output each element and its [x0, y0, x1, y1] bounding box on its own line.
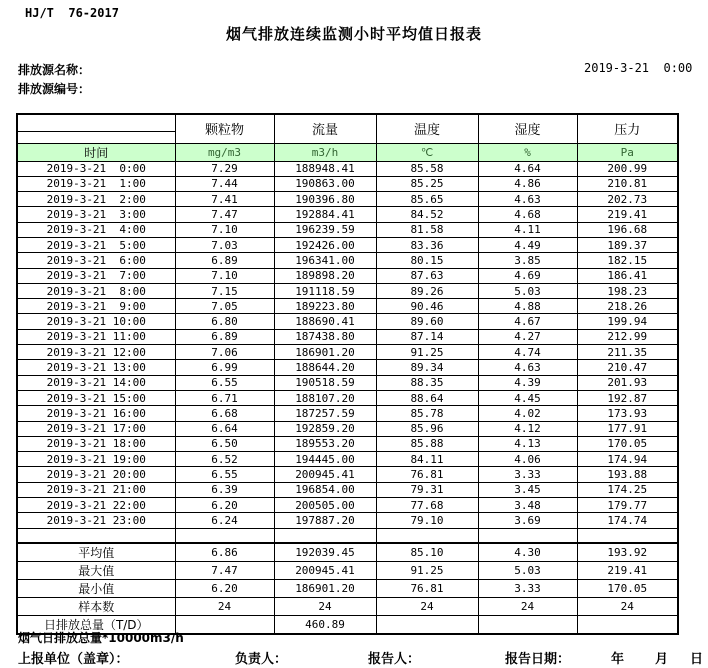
- summary-value-cell: 24: [478, 598, 577, 616]
- time-cell: 2019-3-21 10:00: [17, 314, 175, 329]
- value-cell: 85.65: [376, 192, 478, 207]
- value-cell: 190518.59: [274, 375, 376, 390]
- summary-value-cell: 24: [274, 598, 376, 616]
- summary-row: [17, 580, 678, 598]
- summary-value-cell: 6.86: [175, 543, 274, 562]
- summary-value-cell: 200945.41: [274, 562, 376, 580]
- value-cell: 4.86: [478, 176, 577, 191]
- value-cell: 76.81: [376, 467, 478, 482]
- summary-rows: [17, 543, 678, 634]
- value-cell: 187438.80: [274, 329, 376, 344]
- summary-label-cell: 日排放总量（T/D）: [17, 616, 175, 635]
- value-cell: 199.94: [577, 314, 678, 329]
- year-label: 年: [611, 652, 625, 667]
- source-name-label: 排放源名称：: [18, 63, 91, 77]
- summary-value-cell: 85.10: [376, 543, 478, 562]
- value-cell: 197887.20: [274, 513, 376, 528]
- value-cell: 6.50: [175, 436, 274, 451]
- value-cell: 192.87: [577, 390, 678, 405]
- value-cell: 198.23: [577, 283, 678, 298]
- value-cell: 174.94: [577, 452, 678, 467]
- table-row: [17, 207, 678, 222]
- value-cell: 85.25: [376, 176, 478, 191]
- col-header-particulate: 颗粒物: [175, 114, 274, 143]
- value-cell: 189.37: [577, 237, 678, 252]
- table-row: [17, 360, 678, 375]
- value-cell: 4.68: [478, 207, 577, 222]
- value-cell: 3.85: [478, 253, 577, 268]
- value-cell: 7.05: [175, 299, 274, 314]
- value-cell: 85.88: [376, 436, 478, 451]
- value-cell: 6.71: [175, 390, 274, 405]
- value-cell: 84.11: [376, 452, 478, 467]
- source-id-label: 排放源编号：: [18, 82, 91, 96]
- value-cell: 6.55: [175, 467, 274, 482]
- value-cell: 196341.00: [274, 253, 376, 268]
- value-cell: 192426.00: [274, 237, 376, 252]
- summary-value-cell: [478, 616, 577, 635]
- summary-row: [17, 543, 678, 562]
- value-cell: 182.15: [577, 253, 678, 268]
- unit-flow: m3/h: [274, 143, 376, 161]
- table-row: [17, 452, 678, 467]
- summary-value-cell: [175, 616, 274, 635]
- table-row: [17, 482, 678, 497]
- table-row: [17, 222, 678, 237]
- value-cell: 190396.80: [274, 192, 376, 207]
- time-cell: 2019-3-21 11:00: [17, 329, 175, 344]
- time-cell: 2019-3-21 7:00: [17, 268, 175, 283]
- value-cell: 202.73: [577, 192, 678, 207]
- value-cell: 6.68: [175, 406, 274, 421]
- value-cell: 7.15: [175, 283, 274, 298]
- time-cell: 2019-3-21 22:00: [17, 498, 175, 513]
- value-cell: 186.41: [577, 268, 678, 283]
- value-cell: 192859.20: [274, 421, 376, 436]
- value-cell: 196239.59: [274, 222, 376, 237]
- summary-value-cell: 6.20: [175, 580, 274, 598]
- summary-value-cell: [376, 616, 478, 635]
- summary-row: [17, 562, 678, 580]
- value-cell: 193.88: [577, 467, 678, 482]
- value-cell: 7.29: [175, 161, 274, 176]
- time-cell: 2019-3-21 8:00: [17, 283, 175, 298]
- table-row: [17, 176, 678, 191]
- value-cell: 89.34: [376, 360, 478, 375]
- value-cell: 200945.41: [274, 467, 376, 482]
- value-cell: 211.35: [577, 345, 678, 360]
- report-datetime: 2019-3-21 0:00: [584, 61, 693, 75]
- time-cell: 2019-3-21 14:00: [17, 375, 175, 390]
- spacer-row: [17, 528, 678, 543]
- value-cell: 91.25: [376, 345, 478, 360]
- value-cell: 85.78: [376, 406, 478, 421]
- summary-value-cell: 5.03: [478, 562, 577, 580]
- summary-label-cell: 平均值: [17, 543, 175, 562]
- value-cell: 6.80: [175, 314, 274, 329]
- value-cell: 6.89: [175, 253, 274, 268]
- value-cell: 7.10: [175, 222, 274, 237]
- value-cell: 4.39: [478, 375, 577, 390]
- time-cell: 2019-3-21 12:00: [17, 345, 175, 360]
- value-cell: 194445.00: [274, 452, 376, 467]
- value-cell: 89.26: [376, 283, 478, 298]
- value-cell: 4.63: [478, 360, 577, 375]
- unit-pressure: Pa: [577, 143, 678, 161]
- value-cell: 4.45: [478, 390, 577, 405]
- value-cell: 4.74: [478, 345, 577, 360]
- time-cell: 2019-3-21 4:00: [17, 222, 175, 237]
- time-cell: 2019-3-21 3:00: [17, 207, 175, 222]
- value-cell: 4.88: [478, 299, 577, 314]
- summary-value-cell: 3.33: [478, 580, 577, 598]
- value-cell: 77.68: [376, 498, 478, 513]
- value-cell: 79.31: [376, 482, 478, 497]
- page-title: 烟气排放连续监测小时平均值日报表: [225, 25, 482, 43]
- value-cell: 90.46: [376, 299, 478, 314]
- value-cell: 88.35: [376, 375, 478, 390]
- value-cell: 200.99: [577, 161, 678, 176]
- time-cell: 2019-3-21 17:00: [17, 421, 175, 436]
- value-cell: 7.06: [175, 345, 274, 360]
- value-cell: 7.03: [175, 237, 274, 252]
- value-cell: 219.41: [577, 207, 678, 222]
- value-cell: 212.99: [577, 329, 678, 344]
- day-label: 日: [690, 652, 704, 667]
- value-cell: 4.11: [478, 222, 577, 237]
- summary-label-cell: 最小值: [17, 580, 175, 598]
- unit-particulate: mg/m3: [175, 143, 274, 161]
- time-cell: 2019-3-21 21:00: [17, 482, 175, 497]
- summary-value-cell: 24: [577, 598, 678, 616]
- table-row: [17, 237, 678, 252]
- unit-humidity: %: [478, 143, 577, 161]
- value-cell: 87.63: [376, 268, 478, 283]
- value-cell: 4.67: [478, 314, 577, 329]
- value-cell: 3.48: [478, 498, 577, 513]
- summary-value-cell: [577, 616, 678, 635]
- value-cell: 6.39: [175, 482, 274, 497]
- summary-row: [17, 598, 678, 616]
- value-cell: 186901.20: [274, 345, 376, 360]
- value-cell: 89.60: [376, 314, 478, 329]
- summary-label-cell: 样本数: [17, 598, 175, 616]
- summary-value-cell: 7.47: [175, 562, 274, 580]
- table-row: [17, 253, 678, 268]
- summary-label-cell: 最大值: [17, 562, 175, 580]
- value-cell: 3.33: [478, 467, 577, 482]
- value-cell: 7.47: [175, 207, 274, 222]
- reporter-label: 报告人：: [368, 652, 421, 667]
- time-cell: 2019-3-21 16:00: [17, 406, 175, 421]
- value-cell: 218.26: [577, 299, 678, 314]
- summary-value-cell: 76.81: [376, 580, 478, 598]
- value-cell: 196854.00: [274, 482, 376, 497]
- value-cell: 6.20: [175, 498, 274, 513]
- time-cell: 2019-3-21 13:00: [17, 360, 175, 375]
- value-cell: 189898.20: [274, 268, 376, 283]
- col-header-temperature: 温度: [376, 114, 478, 143]
- value-cell: 4.64: [478, 161, 577, 176]
- value-cell: 85.96: [376, 421, 478, 436]
- value-cell: 85.58: [376, 161, 478, 176]
- value-cell: 5.03: [478, 283, 577, 298]
- value-cell: 191118.59: [274, 283, 376, 298]
- table-row: [17, 375, 678, 390]
- value-cell: 4.49: [478, 237, 577, 252]
- standard-code: HJ/T 76-2017: [25, 6, 119, 20]
- value-cell: 174.25: [577, 482, 678, 497]
- value-cell: 201.93: [577, 375, 678, 390]
- value-cell: 3.69: [478, 513, 577, 528]
- total-emission-note: 烟气日排放总量*10000m3/h: [18, 631, 184, 645]
- table-row: [17, 268, 678, 283]
- time-cell: 2019-3-21 15:00: [17, 390, 175, 405]
- value-cell: 189223.80: [274, 299, 376, 314]
- value-cell: 4.13: [478, 436, 577, 451]
- col-header-humidity: 湿度: [478, 114, 577, 143]
- report-table-wrapper: [16, 113, 679, 635]
- value-cell: 179.77: [577, 498, 678, 513]
- value-cell: 6.24: [175, 513, 274, 528]
- table-row: [17, 345, 678, 360]
- value-cell: 177.91: [577, 421, 678, 436]
- table-row: [17, 192, 678, 207]
- header-empty-cell-top: [17, 114, 175, 131]
- report-date-label: 报告日期：: [505, 652, 571, 667]
- table-row: [17, 498, 678, 513]
- value-cell: 7.10: [175, 268, 274, 283]
- summary-value-cell: 219.41: [577, 562, 678, 580]
- value-cell: 190863.00: [274, 176, 376, 191]
- summary-value-cell: 170.05: [577, 580, 678, 598]
- units-row: [17, 143, 678, 161]
- summary-value-cell: 24: [175, 598, 274, 616]
- time-cell: 2019-3-21 5:00: [17, 237, 175, 252]
- table-row: [17, 161, 678, 176]
- time-cell: 2019-3-21 6:00: [17, 253, 175, 268]
- time-cell: 2019-3-21 0:00: [17, 161, 175, 176]
- value-cell: 210.47: [577, 360, 678, 375]
- table-row: [17, 299, 678, 314]
- value-cell: 84.52: [376, 207, 478, 222]
- table-row: [17, 314, 678, 329]
- table-row: [17, 513, 678, 528]
- value-cell: 6.52: [175, 452, 274, 467]
- summary-value-cell: 193.92: [577, 543, 678, 562]
- value-cell: 7.44: [175, 176, 274, 191]
- time-cell: 2019-3-21 19:00: [17, 452, 175, 467]
- table-row: [17, 329, 678, 344]
- value-cell: 4.06: [478, 452, 577, 467]
- table-row: [17, 283, 678, 298]
- value-cell: 4.69: [478, 268, 577, 283]
- header-empty-cell-bottom: [17, 131, 175, 143]
- summary-value-cell: 460.89: [274, 616, 376, 635]
- table-row: [17, 436, 678, 451]
- col-header-pressure: 压力: [577, 114, 678, 143]
- summary-value-cell: 4.30: [478, 543, 577, 562]
- month-label: 月: [655, 652, 669, 667]
- value-cell: 210.81: [577, 176, 678, 191]
- header-section: [17, 114, 678, 161]
- time-cell: 2019-3-21 9:00: [17, 299, 175, 314]
- value-cell: 80.15: [376, 253, 478, 268]
- value-cell: 173.93: [577, 406, 678, 421]
- value-cell: 81.58: [376, 222, 478, 237]
- value-cell: 174.74: [577, 513, 678, 528]
- value-cell: 88.64: [376, 390, 478, 405]
- spacer-section: [17, 528, 678, 543]
- value-cell: 196.68: [577, 222, 678, 237]
- value-cell: 87.14: [376, 329, 478, 344]
- table-row: [17, 406, 678, 421]
- time-cell: 2019-3-21 2:00: [17, 192, 175, 207]
- value-cell: 170.05: [577, 436, 678, 451]
- report-table: [16, 113, 679, 635]
- value-cell: 4.63: [478, 192, 577, 207]
- value-cell: 6.64: [175, 421, 274, 436]
- time-cell: 2019-3-21 18:00: [17, 436, 175, 451]
- responsible-person-label: 负责人：: [235, 652, 288, 667]
- value-cell: 6.89: [175, 329, 274, 344]
- summary-value-cell: 192039.45: [274, 543, 376, 562]
- value-cell: 192884.41: [274, 207, 376, 222]
- value-cell: 4.27: [478, 329, 577, 344]
- value-cell: 6.55: [175, 375, 274, 390]
- value-cell: 7.41: [175, 192, 274, 207]
- unit-temperature: ℃: [376, 143, 478, 161]
- value-cell: 188107.20: [274, 390, 376, 405]
- value-cell: 187257.59: [274, 406, 376, 421]
- value-cell: 189553.20: [274, 436, 376, 451]
- value-cell: 188690.41: [274, 314, 376, 329]
- value-cell: 79.10: [376, 513, 478, 528]
- time-header: 时间: [17, 143, 175, 161]
- time-cell: 2019-3-21 1:00: [17, 176, 175, 191]
- data-rows: [17, 161, 678, 528]
- time-cell: 2019-3-21 20:00: [17, 467, 175, 482]
- value-cell: 3.45: [478, 482, 577, 497]
- value-cell: 200505.00: [274, 498, 376, 513]
- value-cell: 6.99: [175, 360, 274, 375]
- summary-value-cell: 24: [376, 598, 478, 616]
- value-cell: 188644.20: [274, 360, 376, 375]
- summary-value-cell: 186901.20: [274, 580, 376, 598]
- report-unit-label: 上报单位（盖章）：: [18, 652, 129, 667]
- time-cell: 2019-3-21 23:00: [17, 513, 175, 528]
- summary-value-cell: 91.25: [376, 562, 478, 580]
- value-cell: 188948.41: [274, 161, 376, 176]
- value-cell: 83.36: [376, 237, 478, 252]
- value-cell: 4.02: [478, 406, 577, 421]
- header-row: [17, 114, 678, 131]
- table-row: [17, 421, 678, 436]
- table-row: [17, 467, 678, 482]
- table-row: [17, 390, 678, 405]
- col-header-flow: 流量: [274, 114, 376, 143]
- value-cell: 4.12: [478, 421, 577, 436]
